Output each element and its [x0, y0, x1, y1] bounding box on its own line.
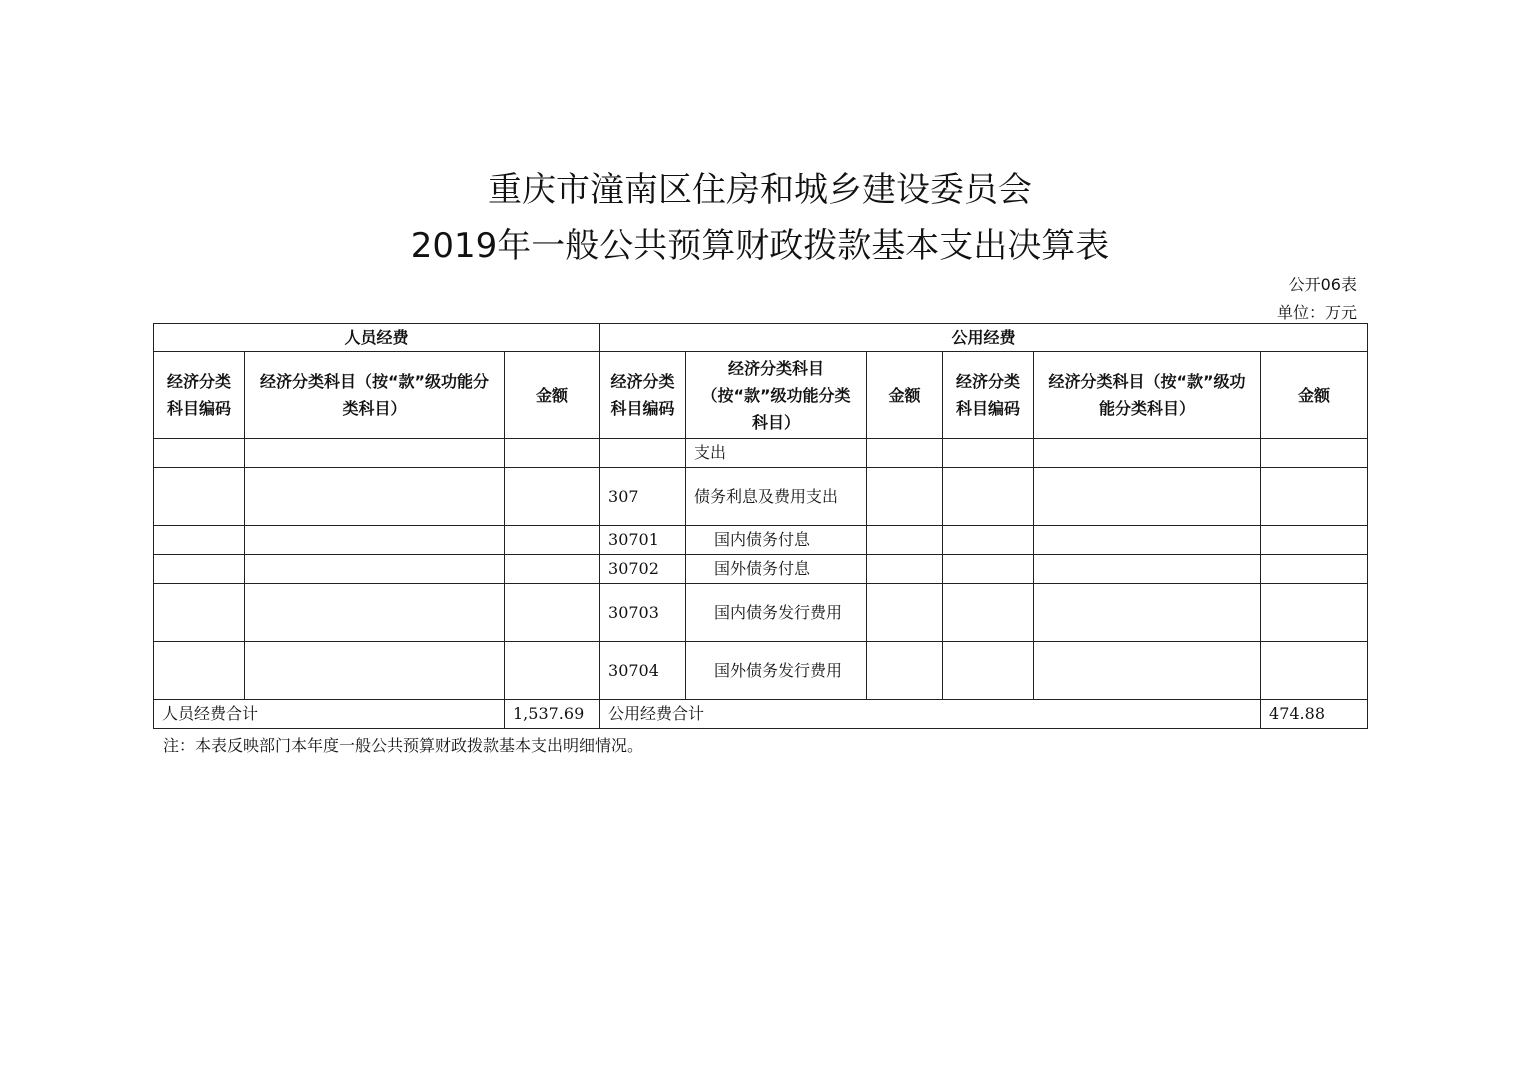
row-name: 国外债务发行费用 — [686, 642, 867, 700]
row-code: 30704 — [600, 642, 686, 700]
row-code — [600, 439, 686, 468]
total-public-label: 公用经费合计 — [600, 700, 1261, 729]
table-row — [154, 439, 1368, 468]
expenditure-table — [153, 323, 1368, 729]
row-name: 国外债务付息 — [686, 555, 867, 584]
col-header-amount: 金额 — [867, 352, 943, 439]
row-name: 国内债务付息 — [686, 526, 867, 555]
title-line-1: 重庆市潼南区住房和城乡建设委员会 — [488, 170, 1032, 210]
row-name: 债务利息及费用支出 — [686, 468, 867, 526]
total-personnel-label: 人员经费合计 — [154, 700, 505, 729]
table-row — [154, 642, 1368, 700]
unit-label: 单位：万元 — [1276, 303, 1357, 322]
col-header-amount: 金额 — [1261, 352, 1368, 439]
row-code: 30702 — [600, 555, 686, 584]
total-public-value: 474.88 — [1261, 700, 1368, 729]
col-header-name: 经济分类科目（按“款”级功能分类科目） — [686, 352, 867, 439]
table-row — [154, 555, 1368, 584]
total-row — [154, 700, 1368, 729]
title-line-2: 2019年一般公共预算财政拨款基本支出决算表 — [410, 226, 1110, 266]
table-row — [154, 468, 1368, 526]
group-personnel-header: 人员经费 — [154, 324, 600, 352]
form-number: 公开06表 — [1288, 275, 1357, 294]
row-code: 307 — [600, 468, 686, 526]
row-code: 30701 — [600, 526, 686, 555]
footnote: 注：本表反映部门本年度一般公共预算财政拨款基本支出明细情况。 — [163, 736, 644, 755]
row-name: 支出 — [686, 439, 867, 468]
col-header-code: 经济分类科目编码 — [943, 352, 1034, 439]
col-header-code: 经济分类科目编码 — [154, 352, 245, 439]
row-name: 国内债务发行费用 — [686, 584, 867, 642]
col-header-name: 经济分类科目（按“款”级功能分类科目） — [1034, 352, 1261, 439]
table-row — [154, 526, 1368, 555]
group-public-header: 公用经费 — [600, 324, 1368, 352]
col-header-name: 经济分类科目（按“款”级功能分类科目） — [245, 352, 505, 439]
row-code: 30703 — [600, 584, 686, 642]
col-header-amount: 金额 — [505, 352, 600, 439]
col-header-code: 经济分类科目编码 — [600, 352, 686, 439]
table-row — [154, 584, 1368, 642]
total-personnel-value: 1,537.69 — [505, 700, 600, 729]
